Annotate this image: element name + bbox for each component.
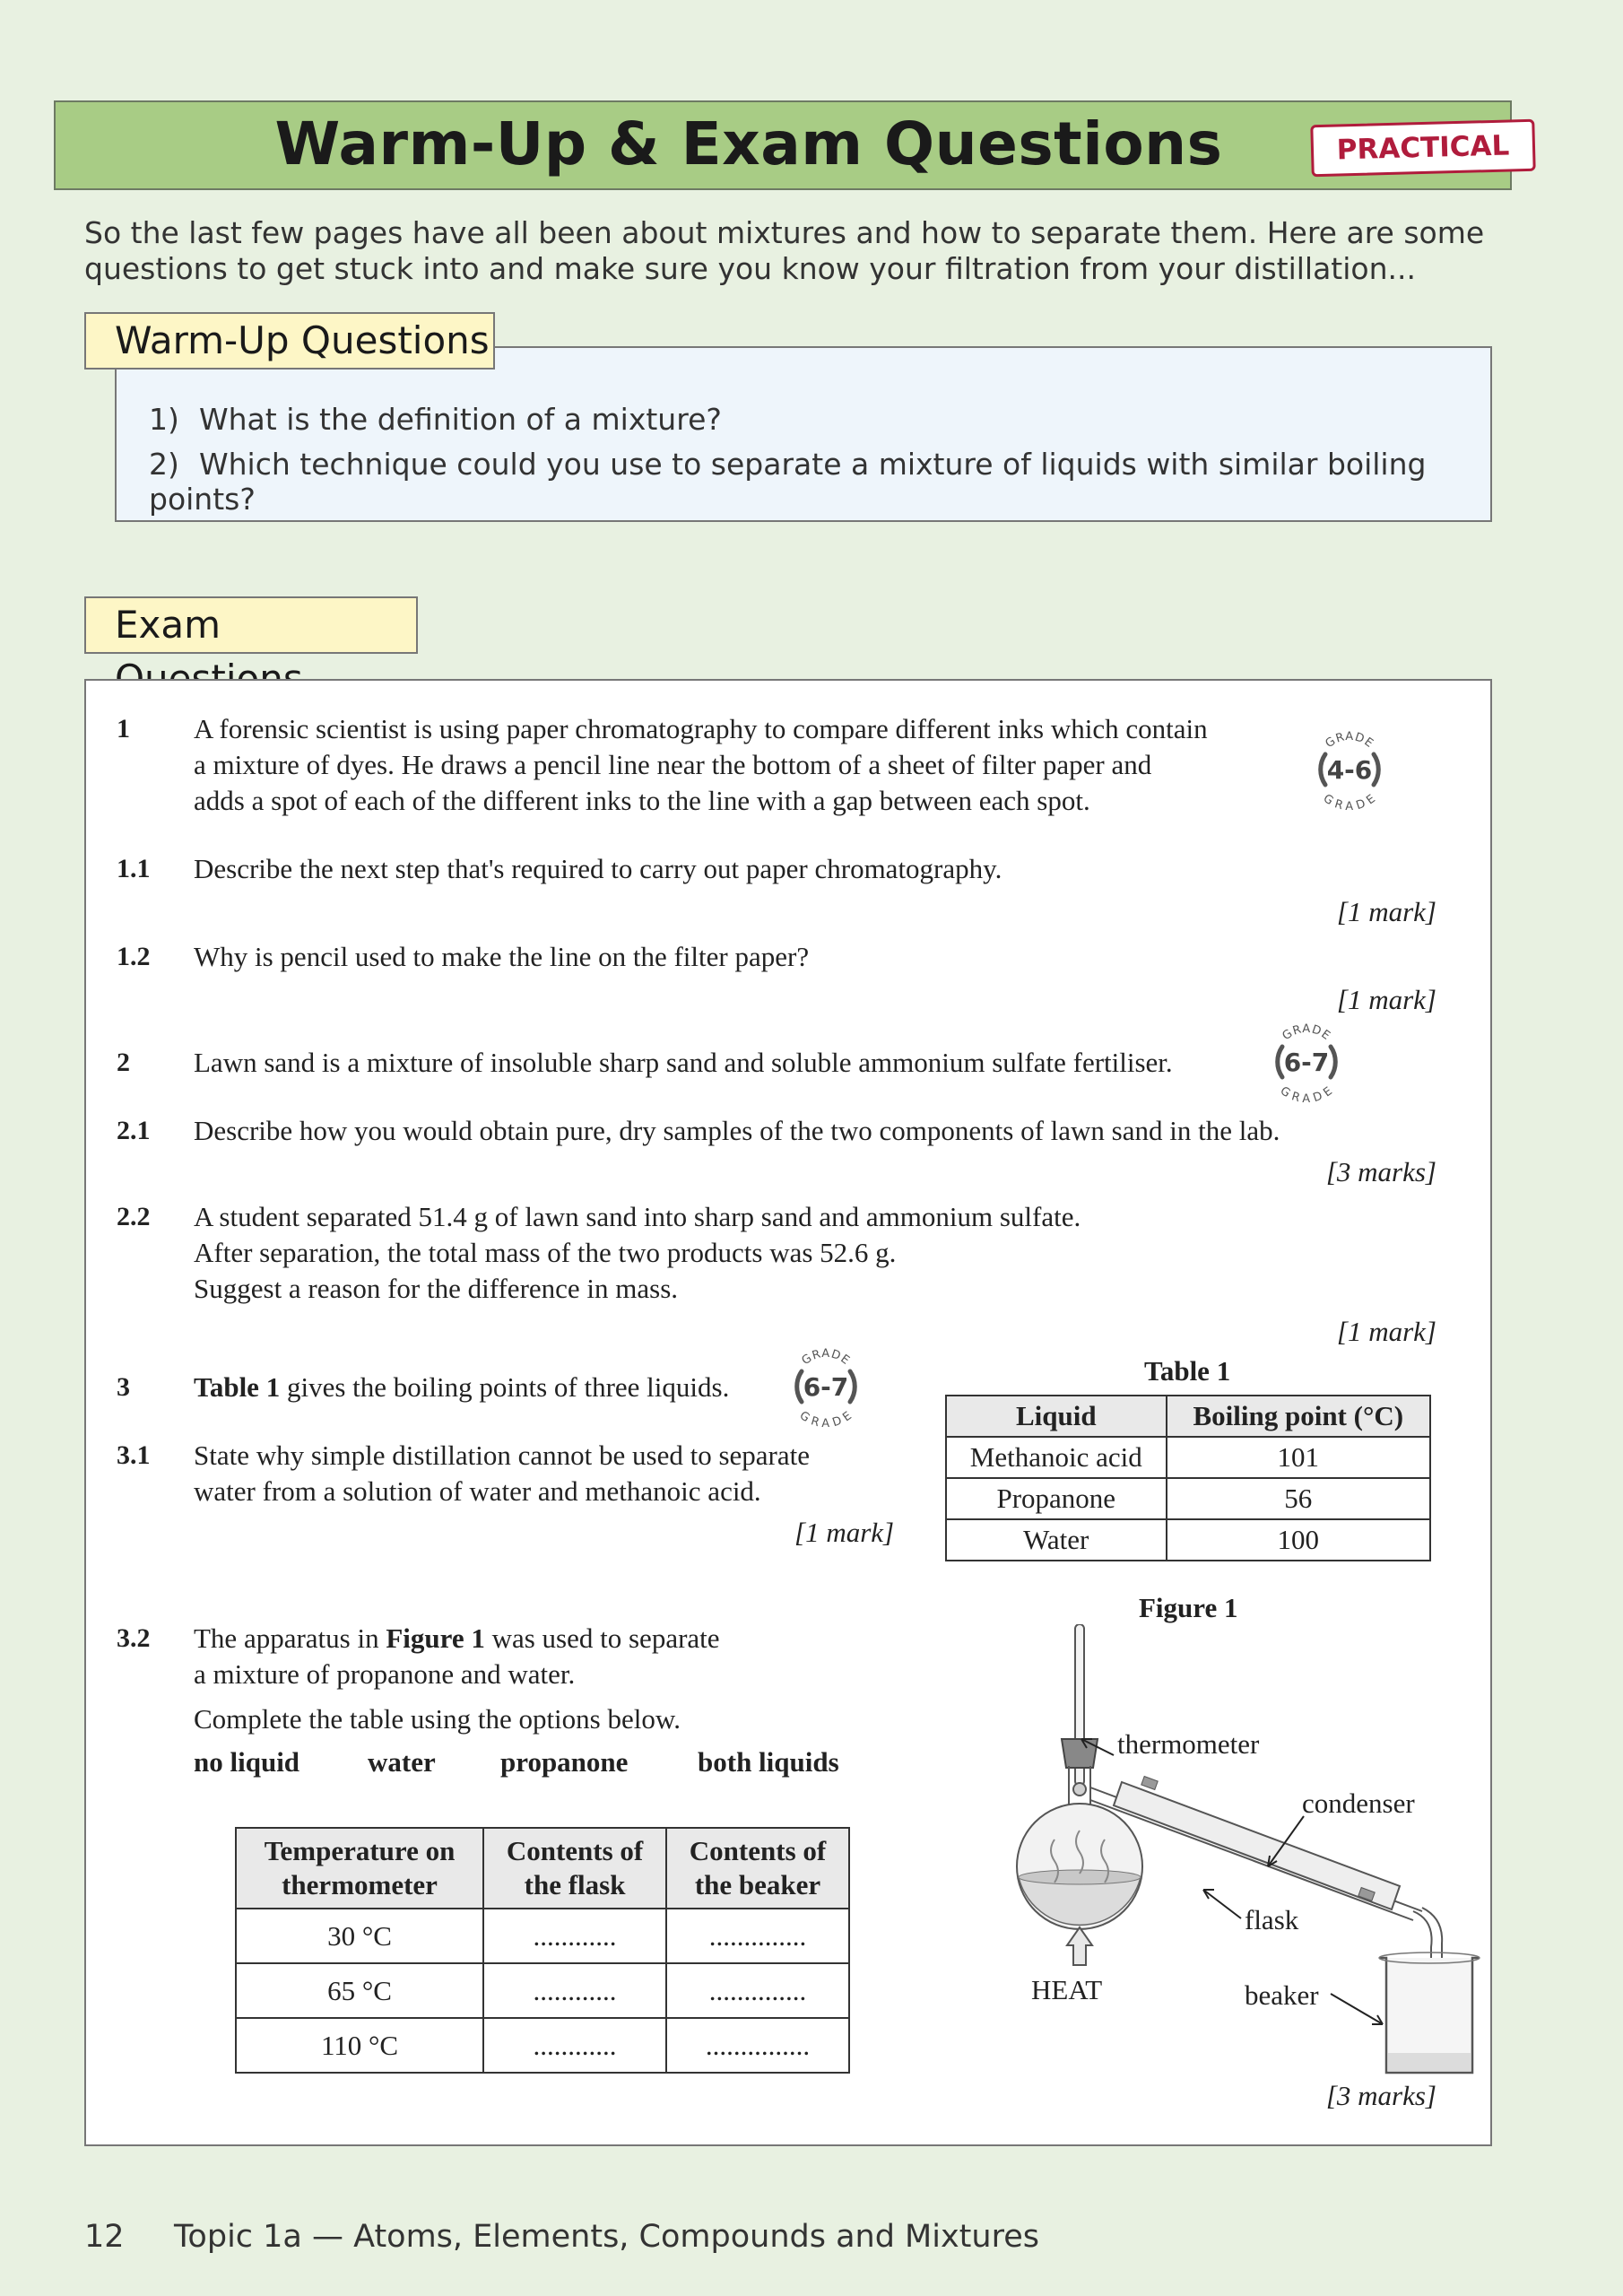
exam-box (84, 679, 1492, 2146)
table-row (236, 1963, 849, 2018)
grade-label-top: GRADE (1323, 729, 1376, 752)
q3-1-number: 3.1 (117, 1440, 151, 1470)
grade-value-q1: 4-6 (1326, 755, 1373, 785)
svg-text:GRADE (1324, 730, 1376, 751)
label-thermometer: thermometer (1117, 1728, 1260, 1760)
grade-label-top: GRADE (1280, 1022, 1333, 1044)
q2-text: Lawn sand is a mixture of insoluble sharp sand and soluble ammonium sulfate fertiliser. (194, 1047, 1173, 1078)
condenser-water-inlet (1141, 1777, 1158, 1790)
figure1-caption: Figure 1 (1139, 1592, 1238, 1623)
q1-2-text: Why is pencil used to make the line on the filter paper? (194, 941, 810, 972)
table-row (946, 1437, 1430, 1478)
svg-text:GRADE (800, 1347, 853, 1368)
q1-2-number: 1.2 (117, 942, 151, 971)
table1-cell: Water (946, 1519, 1167, 1561)
table-row (236, 1909, 849, 1963)
warmup-box (115, 346, 1492, 522)
grade-badge-q2 (1264, 1020, 1349, 1104)
svg-text:GRADE (1280, 1022, 1333, 1043)
flask-pointer (1203, 1890, 1241, 1918)
table-row (236, 2018, 849, 2073)
footer-topic: Topic 1a — Atoms, Elements, Compounds and Mixtures (174, 2219, 1039, 2255)
q3-2-line-3: Complete the table using the options below. (194, 1703, 681, 1735)
q1-number: 1 (117, 714, 130, 744)
q2-2-number: 2.2 (117, 1202, 151, 1231)
q3-text: Table 1 gives the boiling points of three liquids. (194, 1371, 730, 1403)
table1-header-liquid: Liquid (946, 1396, 1167, 1437)
q2-2-mark: [1 mark] (1336, 1316, 1436, 1347)
table2-answer-blank[interactable]: ............ (483, 2018, 666, 2073)
q1-1-text: Describe the next step that's required to carry out paper chromatography. (194, 853, 1002, 884)
intro-text: So the last few pages have all been about mixtures and how to separate them. Here are some questions to get stuck into and make sure you know your filtration from your distillation... (84, 215, 1485, 286)
table2-header-temperature: Temperature on thermometer (236, 1828, 483, 1909)
practical-badge: PRACTICAL (1310, 119, 1535, 178)
heat-arrow (1067, 1927, 1092, 1965)
table1-caption: Table 1 (1144, 1355, 1231, 1387)
table2-header-beaker: Contents of the beaker (666, 1828, 849, 1909)
grade-label-bottom: GRADE (1277, 1083, 1336, 1104)
svg-text:GRADE (1321, 792, 1379, 812)
table2-cell: 65 °C (236, 1963, 483, 2018)
q2-1-mark: [3 marks] (1325, 1156, 1436, 1187)
warmup-question-2: 2) Which technique could you use to separate a mixture of liquids with similar boiling points? (149, 447, 1427, 517)
table2-answer-blank[interactable]: .............. (666, 1909, 849, 1963)
q2-2-line-1: A student separated 51.4 g of lawn sand into sharp sand and ammonium sulfate. (194, 1201, 1081, 1232)
grade-value-q2: 6-7 (1283, 1048, 1330, 1077)
q3-2-number: 3.2 (117, 1623, 151, 1653)
table2-answer-blank[interactable]: ............ (483, 1963, 666, 2018)
label-flask: flask (1245, 1904, 1299, 1935)
table1-cell: 101 (1167, 1437, 1430, 1478)
grade-label-bottom: GRADE (796, 1408, 855, 1429)
delivery-tube (1413, 1911, 1432, 1965)
warmup-heading: Warm-Up Questions (84, 312, 495, 370)
table2 (235, 1827, 850, 2074)
q3-2-option-2: water (368, 1746, 436, 1778)
grade-label-top: GRADE (799, 1346, 853, 1369)
beaker-liquid (1388, 2053, 1471, 2071)
q3-2-option-3: propanone (500, 1746, 629, 1778)
svg-text:GRADE (1278, 1084, 1336, 1104)
table2-cell: 110 °C (236, 2018, 483, 2073)
q3-1-mark: [1 mark] (794, 1517, 895, 1548)
q3-2-option-4: both liquids (698, 1746, 839, 1778)
q3-number: 3 (117, 1372, 130, 1402)
grade-label-bottom: GRADE (1320, 791, 1379, 812)
page-title: Warm-Up & Exam Questions (274, 109, 1223, 178)
q2-number: 2 (117, 1048, 130, 1077)
svg-text:GRADE (797, 1409, 855, 1429)
table2-answer-blank[interactable]: ............... (666, 2018, 849, 2073)
q1-line-3: adds a spot of each of the different inks to the line with a gap between each spot. (194, 785, 1090, 816)
exam-heading: Exam (84, 596, 418, 654)
q2-1-text: Describe how you would obtain pure, dry samples of the two components of lawn sand in the lab. (194, 1115, 1280, 1146)
table2-answer-blank[interactable]: ............ (483, 1909, 666, 1963)
table2-answer-blank[interactable]: .............. (666, 1963, 849, 2018)
label-beaker: beaker (1245, 1979, 1319, 2011)
table1-cell: Methanoic acid (946, 1437, 1167, 1478)
grade-value-q3: 6-7 (803, 1372, 849, 1402)
grade-badge-q1 (1307, 727, 1392, 812)
table1-cell: 56 (1167, 1478, 1430, 1519)
q1-1-mark: [1 mark] (1336, 896, 1436, 927)
q3-1-line-1: State why simple distillation cannot be used to separate (194, 1439, 811, 1471)
table1 (945, 1395, 1431, 1561)
distillation-apparatus-figure (992, 1624, 1494, 2091)
beaker-pointer (1331, 1994, 1383, 2024)
label-condenser: condenser (1302, 1787, 1415, 1819)
q3-1-line-2: water from a solution of water and methanoic acid. (194, 1475, 761, 1507)
table2-cell: 30 °C (236, 1909, 483, 1963)
table1-cell: Propanone (946, 1478, 1167, 1519)
title-bar (54, 100, 1512, 190)
stopper (1062, 1739, 1098, 1768)
label-heat: HEAT (1031, 1974, 1103, 2005)
q2-2-line-2: After separation, the total mass of the two products was 52.6 g. (194, 1237, 897, 1268)
warmup-question-1: 1) What is the definition of a mixture? (149, 402, 722, 437)
table1-header-row (946, 1396, 1430, 1437)
q2-2-line-3: Suggest a reason for the difference in mass. (194, 1273, 679, 1304)
table-row (946, 1519, 1430, 1561)
table1-cell: 100 (1167, 1519, 1430, 1561)
table2-header-flask: Contents of the flask (483, 1828, 666, 1909)
q2-1-number: 2.1 (117, 1116, 151, 1145)
q3-2-option-1: no liquid (194, 1746, 300, 1778)
thermometer-bulb (1073, 1783, 1086, 1796)
q1-1-number: 1.1 (117, 854, 151, 883)
q1-line-2: a mixture of dyes. He draws a pencil line near the bottom of a sheet of filter paper and (194, 749, 1152, 780)
page-number: 12 (84, 2219, 125, 2255)
q1-line-1: A forensic scientist is using paper chromatography to compare different inks which contain (194, 713, 1208, 744)
q3-2-line-1: The apparatus in Figure 1 was used to separate (194, 1622, 720, 1654)
table2-header-row (236, 1828, 849, 1909)
table-row (946, 1478, 1430, 1519)
grade-badge-q3 (784, 1344, 868, 1429)
table1-header-bp: Boiling point (°C) (1167, 1396, 1430, 1437)
q3-2-mark: [3 marks] (1325, 2080, 1436, 2111)
q3-2-line-2: a mixture of propanone and water. (194, 1658, 576, 1690)
q1-2-mark: [1 mark] (1336, 984, 1436, 1015)
